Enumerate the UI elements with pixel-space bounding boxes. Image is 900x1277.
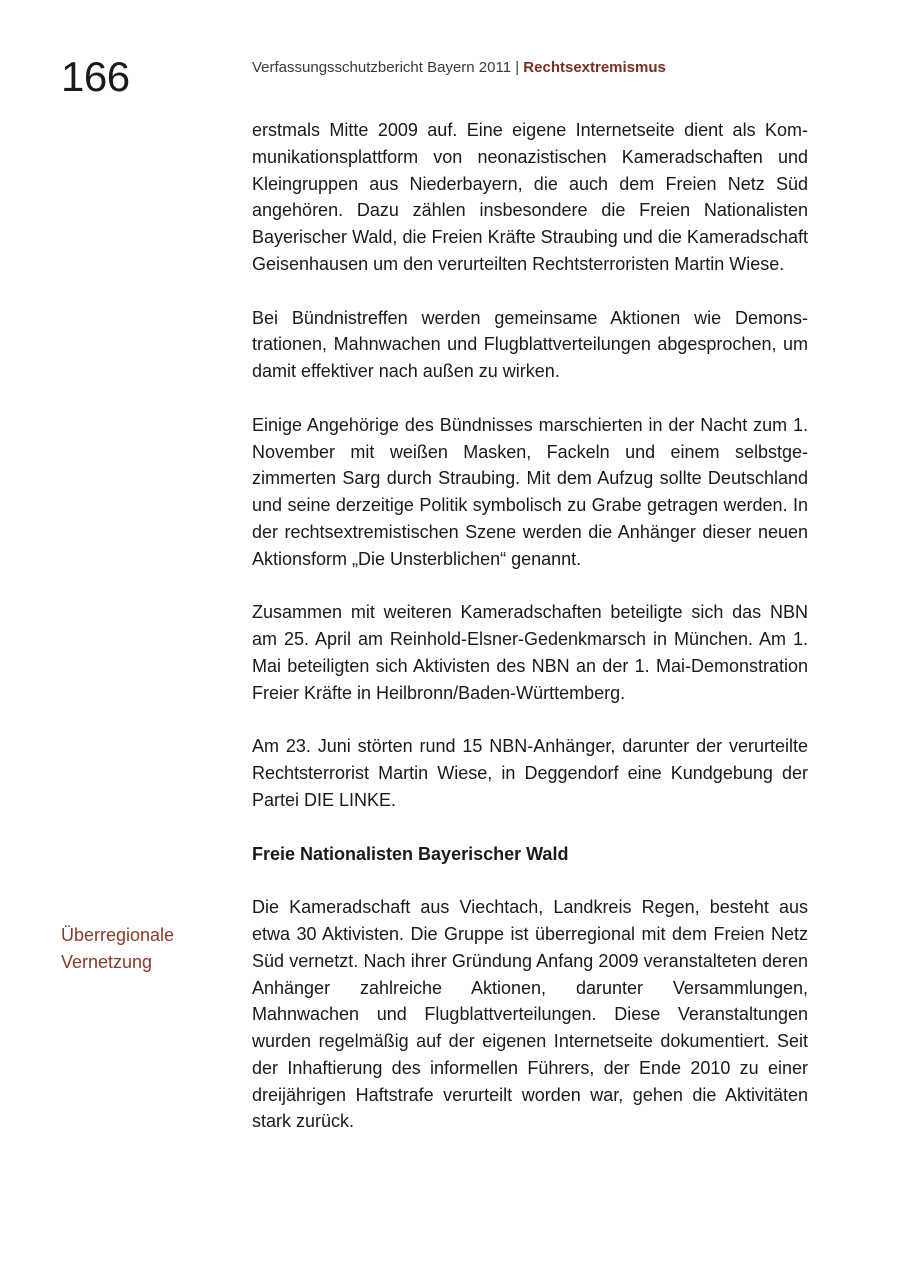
publication-title: Verfassungsschutzbericht Bayern 2011 (252, 59, 512, 76)
subheading: Freie Nationalisten Bayerischer Wald (252, 843, 569, 864)
paragraph: Die Kameradschaft aus Viechtach, Landkreis Regen, besteht aus etwa 30 Aktivisten. Die Gruppe ist überregional mit dem Freien Netz Süd vernetzt. Nach ihrer Gründung Anfang 2009 veranstalteten deren Anhänger zahlreiche Aktionen, darunter Versammlungen, Mahnwachen und Flugblattverteilungen. Diese Veranstaltungen wurden regelmäßig auf der eigenen Internetseite dokumentiert. Seit der Inhaftierung des informellen Führers, der Ende 2010 zu einer dreijährigen Haftstrafe verurteilt worden war, gehen die Aktivitäten stark zurück. (252, 897, 808, 1132)
main-text-column (252, 117, 808, 1162)
paragraph: Einige Angehörige des Bündnisses marschierten in der Nacht zum 1. November mit weißen Masken, Fackeln und einem selbstgezimmerten Sarg durch Straubing. Mit dem Aufzug sollte Deutschland und seine derzeitige Politik symbolisch zu Grabe getragen werden. In der rechtsextremistischen Szene werden die Anhänger dieser neuen Aktionsform „Die Unsterblichen“ genannt. (252, 414, 808, 569)
paragraph: Zusammen mit weiteren Kameradschaften beteiligte sich das NBN am 25. April am Reinhold-Elsner-Gedenkmarsch in München. Am 1. Mai beteiligten sich Aktivisten des NBN an der 1. Mai-Demonstration Freier Kräfte in Heilbronn/Baden-Württemberg. (252, 602, 808, 703)
margin-note-line: Überregionale (61, 925, 175, 945)
page-number: 166 (61, 53, 130, 100)
margin-note (61, 922, 231, 976)
paragraph: Bei Bündnistreffen werden gemeinsame Aktionen wie Demonstrationen, Mahnwachen und Flugblattverteilungen abgesprochen, um damit effektiver nach außen zu wirken. (252, 307, 808, 382)
paragraph: Am 23. Juni störten rund 15 NBN-Anhänger, darunter der verurteilte Rechtsterrorist Martin Wiese, in Deggendorf eine Kundgebung der Partei DIE LINKE. (252, 736, 808, 810)
header-separator: | (515, 59, 520, 76)
paragraph: erstmals Mitte 2009 auf. Eine eigene Internetseite dient als Kommunikationsplattform von neonazistischen Kameradschaften und Kleingruppen aus Niederbayern, die auch dem Freien Netz Süd angehören. Dazu zählen insbesondere die Freien Nationalisten Bayerischer Wald, die Freien Kräfte Straubing und die Kameradschaft Geisenhausen um den verurteilten Rechtsterroristen Martin Wiese. (252, 120, 808, 274)
section-title: Rechtsextremismus (523, 59, 666, 76)
margin-note-line: Vernetzung (61, 951, 153, 972)
running-header (252, 57, 666, 79)
